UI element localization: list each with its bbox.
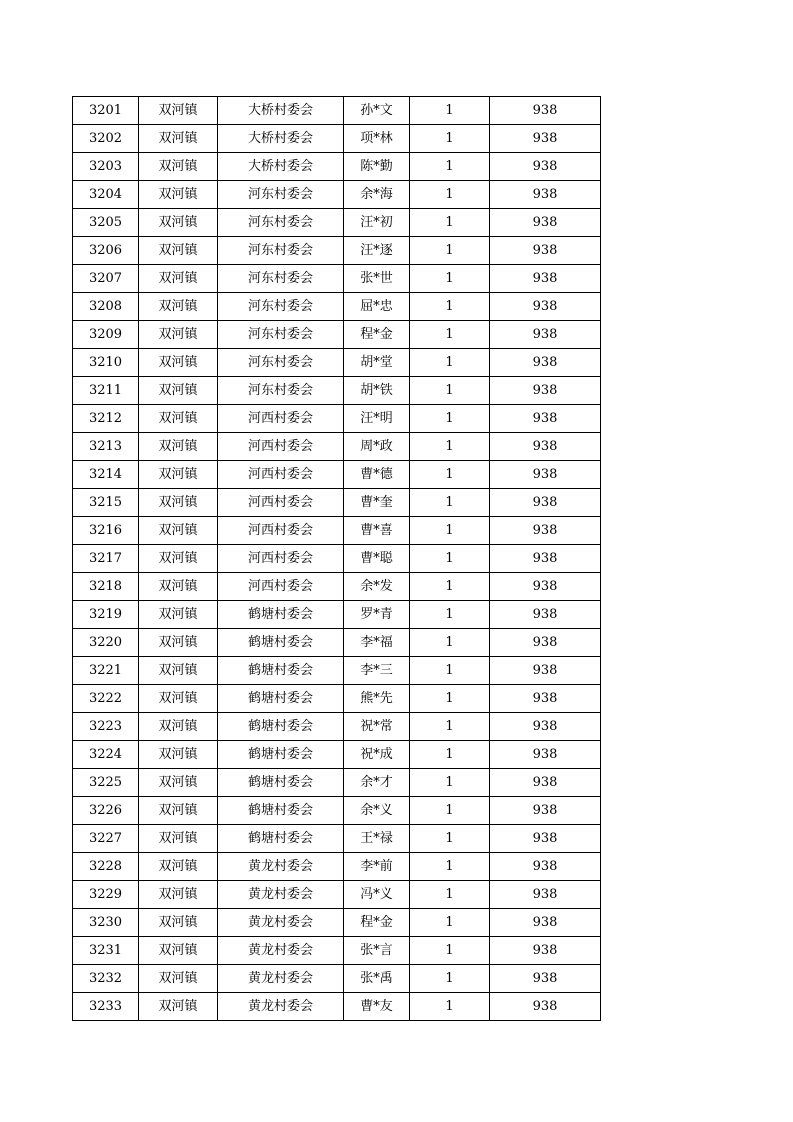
table-row xyxy=(73,713,601,741)
amount-cell: 938 xyxy=(490,713,601,741)
town-cell: 双河镇 xyxy=(139,937,218,965)
row-number-cell: 3226 xyxy=(73,797,139,825)
village-committee-cell: 鹤塘村委会 xyxy=(218,825,344,853)
amount-cell: 938 xyxy=(490,489,601,517)
person-name-cell: 胡*铁 xyxy=(344,377,410,405)
town-cell: 双河镇 xyxy=(139,825,218,853)
count-cell: 1 xyxy=(410,489,490,517)
person-name-cell: 李*前 xyxy=(344,853,410,881)
table-row xyxy=(73,97,601,125)
row-number-cell: 3222 xyxy=(73,685,139,713)
person-name-cell: 程*金 xyxy=(344,909,410,937)
count-cell: 1 xyxy=(410,349,490,377)
count-cell: 1 xyxy=(410,545,490,573)
town-cell: 双河镇 xyxy=(139,741,218,769)
person-name-cell: 汪*初 xyxy=(344,209,410,237)
table-row xyxy=(73,405,601,433)
town-cell: 双河镇 xyxy=(139,657,218,685)
row-number-cell: 3202 xyxy=(73,125,139,153)
count-cell: 1 xyxy=(410,517,490,545)
person-name-cell: 张*禹 xyxy=(344,965,410,993)
person-name-cell: 祝*常 xyxy=(344,713,410,741)
table-row xyxy=(73,601,601,629)
table-row xyxy=(73,489,601,517)
table-row xyxy=(73,433,601,461)
person-name-cell: 汪*明 xyxy=(344,405,410,433)
row-number-cell: 3201 xyxy=(73,97,139,125)
row-number-cell: 3230 xyxy=(73,909,139,937)
count-cell: 1 xyxy=(410,573,490,601)
person-name-cell: 曹*友 xyxy=(344,993,410,1021)
count-cell: 1 xyxy=(410,601,490,629)
person-name-cell: 曹*聪 xyxy=(344,545,410,573)
table-row xyxy=(73,685,601,713)
village-committee-cell: 黄龙村委会 xyxy=(218,881,344,909)
row-number-cell: 3224 xyxy=(73,741,139,769)
count-cell: 1 xyxy=(410,769,490,797)
amount-cell: 938 xyxy=(490,993,601,1021)
person-name-cell: 李*三 xyxy=(344,657,410,685)
village-committee-cell: 鹤塘村委会 xyxy=(218,601,344,629)
village-committee-cell: 黄龙村委会 xyxy=(218,965,344,993)
person-name-cell: 屈*忠 xyxy=(344,293,410,321)
village-committee-cell: 河西村委会 xyxy=(218,517,344,545)
town-cell: 双河镇 xyxy=(139,853,218,881)
row-number-cell: 3228 xyxy=(73,853,139,881)
table-row xyxy=(73,321,601,349)
row-number-cell: 3229 xyxy=(73,881,139,909)
table-row xyxy=(73,881,601,909)
count-cell: 1 xyxy=(410,321,490,349)
amount-cell: 938 xyxy=(490,181,601,209)
table-row xyxy=(73,545,601,573)
village-committee-cell: 河东村委会 xyxy=(218,209,344,237)
town-cell: 双河镇 xyxy=(139,769,218,797)
person-name-cell: 胡*堂 xyxy=(344,349,410,377)
person-name-cell: 余*发 xyxy=(344,573,410,601)
person-name-cell: 张*世 xyxy=(344,265,410,293)
person-name-cell: 汪*逐 xyxy=(344,237,410,265)
count-cell: 1 xyxy=(410,881,490,909)
amount-cell: 938 xyxy=(490,97,601,125)
table-row xyxy=(73,769,601,797)
count-cell: 1 xyxy=(410,377,490,405)
count-cell: 1 xyxy=(410,825,490,853)
town-cell: 双河镇 xyxy=(139,545,218,573)
count-cell: 1 xyxy=(410,125,490,153)
village-committee-cell: 大桥村委会 xyxy=(218,125,344,153)
person-name-cell: 王*禄 xyxy=(344,825,410,853)
row-number-cell: 3205 xyxy=(73,209,139,237)
table-row xyxy=(73,937,601,965)
village-committee-cell: 黄龙村委会 xyxy=(218,853,344,881)
amount-cell: 938 xyxy=(490,685,601,713)
row-number-cell: 3211 xyxy=(73,377,139,405)
village-committee-cell: 鹤塘村委会 xyxy=(218,713,344,741)
row-number-cell: 3203 xyxy=(73,153,139,181)
table-row xyxy=(73,573,601,601)
table-row xyxy=(73,993,601,1021)
table-row xyxy=(73,461,601,489)
town-cell: 双河镇 xyxy=(139,573,218,601)
amount-cell: 938 xyxy=(490,237,601,265)
town-cell: 双河镇 xyxy=(139,517,218,545)
roster-table xyxy=(72,96,601,1021)
amount-cell: 938 xyxy=(490,433,601,461)
amount-cell: 938 xyxy=(490,349,601,377)
count-cell: 1 xyxy=(410,153,490,181)
table-row xyxy=(73,125,601,153)
village-committee-cell: 河西村委会 xyxy=(218,461,344,489)
table-row xyxy=(73,293,601,321)
town-cell: 双河镇 xyxy=(139,713,218,741)
count-cell: 1 xyxy=(410,965,490,993)
person-name-cell: 孙*文 xyxy=(344,97,410,125)
table-row xyxy=(73,153,601,181)
village-committee-cell: 鹤塘村委会 xyxy=(218,629,344,657)
row-number-cell: 3219 xyxy=(73,601,139,629)
person-name-cell: 熊*先 xyxy=(344,685,410,713)
count-cell: 1 xyxy=(410,909,490,937)
row-number-cell: 3216 xyxy=(73,517,139,545)
table-row xyxy=(73,237,601,265)
row-number-cell: 3232 xyxy=(73,965,139,993)
amount-cell: 938 xyxy=(490,797,601,825)
roster-table-body xyxy=(73,97,601,1021)
table-row xyxy=(73,377,601,405)
village-committee-cell: 河东村委会 xyxy=(218,349,344,377)
town-cell: 双河镇 xyxy=(139,349,218,377)
count-cell: 1 xyxy=(410,937,490,965)
village-committee-cell: 大桥村委会 xyxy=(218,97,344,125)
amount-cell: 938 xyxy=(490,265,601,293)
table-row xyxy=(73,209,601,237)
town-cell: 双河镇 xyxy=(139,405,218,433)
count-cell: 1 xyxy=(410,993,490,1021)
town-cell: 双河镇 xyxy=(139,377,218,405)
table-row xyxy=(73,657,601,685)
table-row xyxy=(73,909,601,937)
count-cell: 1 xyxy=(410,713,490,741)
village-committee-cell: 河西村委会 xyxy=(218,489,344,517)
count-cell: 1 xyxy=(410,405,490,433)
village-committee-cell: 河东村委会 xyxy=(218,237,344,265)
count-cell: 1 xyxy=(410,293,490,321)
amount-cell: 938 xyxy=(490,965,601,993)
count-cell: 1 xyxy=(410,797,490,825)
amount-cell: 938 xyxy=(490,545,601,573)
count-cell: 1 xyxy=(410,685,490,713)
town-cell: 双河镇 xyxy=(139,461,218,489)
amount-cell: 938 xyxy=(490,853,601,881)
town-cell: 双河镇 xyxy=(139,293,218,321)
row-number-cell: 3208 xyxy=(73,293,139,321)
town-cell: 双河镇 xyxy=(139,265,218,293)
village-committee-cell: 鹤塘村委会 xyxy=(218,797,344,825)
row-number-cell: 3206 xyxy=(73,237,139,265)
person-name-cell: 曹*喜 xyxy=(344,517,410,545)
village-committee-cell: 河西村委会 xyxy=(218,573,344,601)
town-cell: 双河镇 xyxy=(139,321,218,349)
row-number-cell: 3204 xyxy=(73,181,139,209)
row-number-cell: 3225 xyxy=(73,769,139,797)
row-number-cell: 3220 xyxy=(73,629,139,657)
amount-cell: 938 xyxy=(490,825,601,853)
count-cell: 1 xyxy=(410,741,490,769)
amount-cell: 938 xyxy=(490,937,601,965)
table-row xyxy=(73,853,601,881)
table-row xyxy=(73,741,601,769)
person-name-cell: 张*言 xyxy=(344,937,410,965)
person-name-cell: 周*政 xyxy=(344,433,410,461)
village-committee-cell: 河东村委会 xyxy=(218,377,344,405)
amount-cell: 938 xyxy=(490,321,601,349)
row-number-cell: 3215 xyxy=(73,489,139,517)
town-cell: 双河镇 xyxy=(139,909,218,937)
row-number-cell: 3231 xyxy=(73,937,139,965)
table-row xyxy=(73,965,601,993)
row-number-cell: 3221 xyxy=(73,657,139,685)
village-committee-cell: 黄龙村委会 xyxy=(218,937,344,965)
count-cell: 1 xyxy=(410,461,490,489)
town-cell: 双河镇 xyxy=(139,153,218,181)
village-committee-cell: 河东村委会 xyxy=(218,321,344,349)
person-name-cell: 曹*德 xyxy=(344,461,410,489)
town-cell: 双河镇 xyxy=(139,181,218,209)
village-committee-cell: 黄龙村委会 xyxy=(218,909,344,937)
amount-cell: 938 xyxy=(490,293,601,321)
amount-cell: 938 xyxy=(490,629,601,657)
village-committee-cell: 鹤塘村委会 xyxy=(218,741,344,769)
town-cell: 双河镇 xyxy=(139,209,218,237)
village-committee-cell: 河东村委会 xyxy=(218,265,344,293)
person-name-cell: 项*林 xyxy=(344,125,410,153)
village-committee-cell: 河西村委会 xyxy=(218,405,344,433)
town-cell: 双河镇 xyxy=(139,797,218,825)
amount-cell: 938 xyxy=(490,125,601,153)
person-name-cell: 李*福 xyxy=(344,629,410,657)
row-number-cell: 3213 xyxy=(73,433,139,461)
row-number-cell: 3210 xyxy=(73,349,139,377)
village-committee-cell: 鹤塘村委会 xyxy=(218,769,344,797)
person-name-cell: 冯*义 xyxy=(344,881,410,909)
town-cell: 双河镇 xyxy=(139,965,218,993)
person-name-cell: 余*海 xyxy=(344,181,410,209)
village-committee-cell: 鹤塘村委会 xyxy=(218,657,344,685)
count-cell: 1 xyxy=(410,657,490,685)
table-row xyxy=(73,349,601,377)
amount-cell: 938 xyxy=(490,517,601,545)
amount-cell: 938 xyxy=(490,881,601,909)
village-committee-cell: 河东村委会 xyxy=(218,181,344,209)
amount-cell: 938 xyxy=(490,909,601,937)
town-cell: 双河镇 xyxy=(139,237,218,265)
amount-cell: 938 xyxy=(490,741,601,769)
town-cell: 双河镇 xyxy=(139,433,218,461)
person-name-cell: 曹*奎 xyxy=(344,489,410,517)
amount-cell: 938 xyxy=(490,461,601,489)
town-cell: 双河镇 xyxy=(139,685,218,713)
row-number-cell: 3212 xyxy=(73,405,139,433)
count-cell: 1 xyxy=(410,629,490,657)
town-cell: 双河镇 xyxy=(139,601,218,629)
person-name-cell: 余*才 xyxy=(344,769,410,797)
amount-cell: 938 xyxy=(490,573,601,601)
count-cell: 1 xyxy=(410,181,490,209)
count-cell: 1 xyxy=(410,853,490,881)
person-name-cell: 余*义 xyxy=(344,797,410,825)
village-committee-cell: 大桥村委会 xyxy=(218,153,344,181)
table-row xyxy=(73,797,601,825)
town-cell: 双河镇 xyxy=(139,629,218,657)
town-cell: 双河镇 xyxy=(139,993,218,1021)
person-name-cell: 陈*勤 xyxy=(344,153,410,181)
table-row xyxy=(73,629,601,657)
town-cell: 双河镇 xyxy=(139,489,218,517)
row-number-cell: 3233 xyxy=(73,993,139,1021)
amount-cell: 938 xyxy=(490,657,601,685)
amount-cell: 938 xyxy=(490,377,601,405)
row-number-cell: 3217 xyxy=(73,545,139,573)
village-committee-cell: 河西村委会 xyxy=(218,433,344,461)
person-name-cell: 祝*成 xyxy=(344,741,410,769)
count-cell: 1 xyxy=(410,265,490,293)
village-committee-cell: 黄龙村委会 xyxy=(218,993,344,1021)
row-number-cell: 3214 xyxy=(73,461,139,489)
row-number-cell: 3209 xyxy=(73,321,139,349)
amount-cell: 938 xyxy=(490,769,601,797)
town-cell: 双河镇 xyxy=(139,881,218,909)
table-row xyxy=(73,181,601,209)
row-number-cell: 3223 xyxy=(73,713,139,741)
table-row xyxy=(73,517,601,545)
amount-cell: 938 xyxy=(490,209,601,237)
village-committee-cell: 河东村委会 xyxy=(218,293,344,321)
row-number-cell: 3207 xyxy=(73,265,139,293)
person-name-cell: 程*金 xyxy=(344,321,410,349)
count-cell: 1 xyxy=(410,237,490,265)
person-name-cell: 罗*青 xyxy=(344,601,410,629)
table-row xyxy=(73,825,601,853)
row-number-cell: 3218 xyxy=(73,573,139,601)
table-row xyxy=(73,265,601,293)
village-committee-cell: 河西村委会 xyxy=(218,545,344,573)
count-cell: 1 xyxy=(410,209,490,237)
town-cell: 双河镇 xyxy=(139,125,218,153)
row-number-cell: 3227 xyxy=(73,825,139,853)
count-cell: 1 xyxy=(410,433,490,461)
amount-cell: 938 xyxy=(490,153,601,181)
town-cell: 双河镇 xyxy=(139,97,218,125)
village-committee-cell: 鹤塘村委会 xyxy=(218,685,344,713)
count-cell: 1 xyxy=(410,97,490,125)
amount-cell: 938 xyxy=(490,405,601,433)
amount-cell: 938 xyxy=(490,601,601,629)
